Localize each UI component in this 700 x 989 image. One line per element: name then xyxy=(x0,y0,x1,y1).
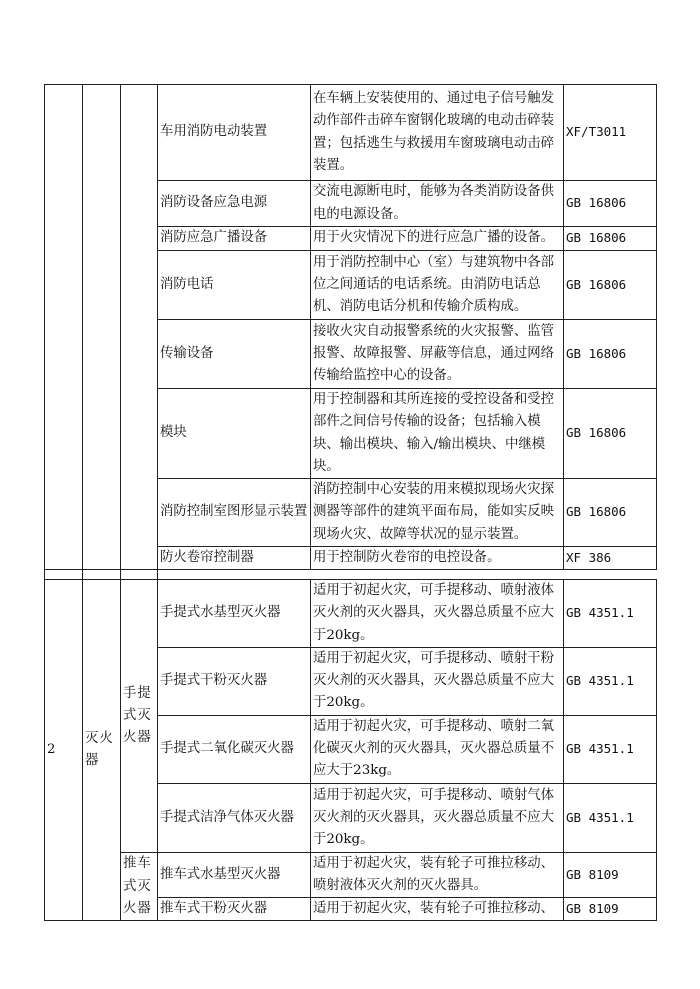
standard-code: GB 16806 xyxy=(564,389,657,479)
table-spacer xyxy=(45,570,657,580)
standard-code: XF 386 xyxy=(564,547,657,570)
product-description: 适用于初起火灾，可手提移动、喷射二氧化碳灭火剂的灭火器具，灭火器总质量不应大于23kg。 xyxy=(311,715,564,783)
standard-code: GB 16806 xyxy=(564,227,657,251)
standard-code: GB 4351.1 xyxy=(564,647,657,715)
product-description: 用于控制器和其所连接的受控设备和受控部件之间信号传输的设备；包括输入模块、输出模块、输入/输出模块、中继模块。 xyxy=(311,389,564,479)
table-row xyxy=(45,85,657,181)
product-name: 传输设备 xyxy=(158,320,311,389)
group-number: 2 xyxy=(45,580,83,921)
table-row xyxy=(45,852,657,897)
group-category: 灭火器 xyxy=(83,580,121,921)
table-row xyxy=(45,580,657,648)
product-description: 用于消防控制中心（室）与建筑物中各部位之间通话的电话系统。由消防电话总机、消防电话分机和传输介质构成。 xyxy=(311,251,564,320)
standard-code: GB 4351.1 xyxy=(564,715,657,783)
group1-number-cell xyxy=(45,85,83,570)
product-description: 交流电源断电时，能够为各类消防设备供电的电源设备。 xyxy=(311,181,564,227)
product-name: 消防应急广播设备 xyxy=(158,227,311,251)
product-name: 消防电话 xyxy=(158,251,311,320)
product-description: 适用于初起火灾，可手提移动、喷射液体灭火剂的灭火器具，灭火器总质量不应大于20kg。 xyxy=(311,580,564,648)
product-name: 消防控制室图形显示装置 xyxy=(158,479,311,547)
product-description: 适用于初起火灾，装有轮子可推拉移动、 xyxy=(311,898,564,921)
subcategory-handheld: 手提式灭火器 xyxy=(121,580,158,853)
product-description: 适用于初起火灾，可手提移动、喷射气体灭火剂的灭火器具，灭火器总质量不应大于20kg。 xyxy=(311,783,564,852)
standard-code: GB 4351.1 xyxy=(564,580,657,648)
product-name: 推车式干粉灭火器 xyxy=(158,898,311,921)
standard-code: GB 8109 xyxy=(564,898,657,921)
standard-code: GB 8109 xyxy=(564,852,657,897)
product-description: 用于控制防火卷帘的电控设备。 xyxy=(311,547,564,570)
product-name: 防火卷帘控制器 xyxy=(158,547,311,570)
product-description: 用于火灾情况下的进行应急广播的设备。 xyxy=(311,227,564,251)
product-name: 手提式干粉灭火器 xyxy=(158,647,311,715)
product-description: 适用于初起火灾，装有轮子可推拉移动、喷射液体灭火剂的灭火器具。 xyxy=(311,852,564,897)
product-name: 手提式洁净气体灭火器 xyxy=(158,783,311,852)
standard-code: GB 16806 xyxy=(564,181,657,227)
product-name: 手提式水基型灭火器 xyxy=(158,580,311,648)
standard-code: GB 16806 xyxy=(564,320,657,389)
standard-code: GB 16806 xyxy=(564,251,657,320)
group1-subcategory-cell xyxy=(121,85,158,570)
product-name: 手提式二氧化碳灭火器 xyxy=(158,715,311,783)
product-name: 消防设备应急电源 xyxy=(158,181,311,227)
product-description: 在车辆上安装使用的、通过电子信号触发动作部件击碎车窗钢化玻璃的电动击碎装置；包括逃生与救援用车窗玻璃电动击碎装置。 xyxy=(311,85,564,181)
product-description: 接收火灾自动报警系统的火灾报警、监管报警、故障报警、屏蔽等信息，通过网络传输给监控中心的设备。 xyxy=(311,320,564,389)
product-name: 推车式水基型灭火器 xyxy=(158,852,311,897)
product-standards-table xyxy=(44,84,657,921)
standard-code: GB 16806 xyxy=(564,479,657,547)
product-name: 车用消防电动装置 xyxy=(158,85,311,181)
subcategory-cart: 推车式灭火器 xyxy=(121,852,158,921)
standard-code: GB 4351.1 xyxy=(564,783,657,852)
group1-category-cell xyxy=(83,85,121,570)
product-description: 消防控制中心安装的用来模拟现场火灾探测器等部件的建筑平面布局，能如实反映现场火灾、故障等状况的显示装置。 xyxy=(311,479,564,547)
product-name: 模块 xyxy=(158,389,311,479)
product-description: 适用于初起火灾，可手提移动、喷射干粉灭火剂的灭火器具，灭火器总质量不应大于20kg。 xyxy=(311,647,564,715)
standard-code: XF/T3011 xyxy=(564,85,657,181)
